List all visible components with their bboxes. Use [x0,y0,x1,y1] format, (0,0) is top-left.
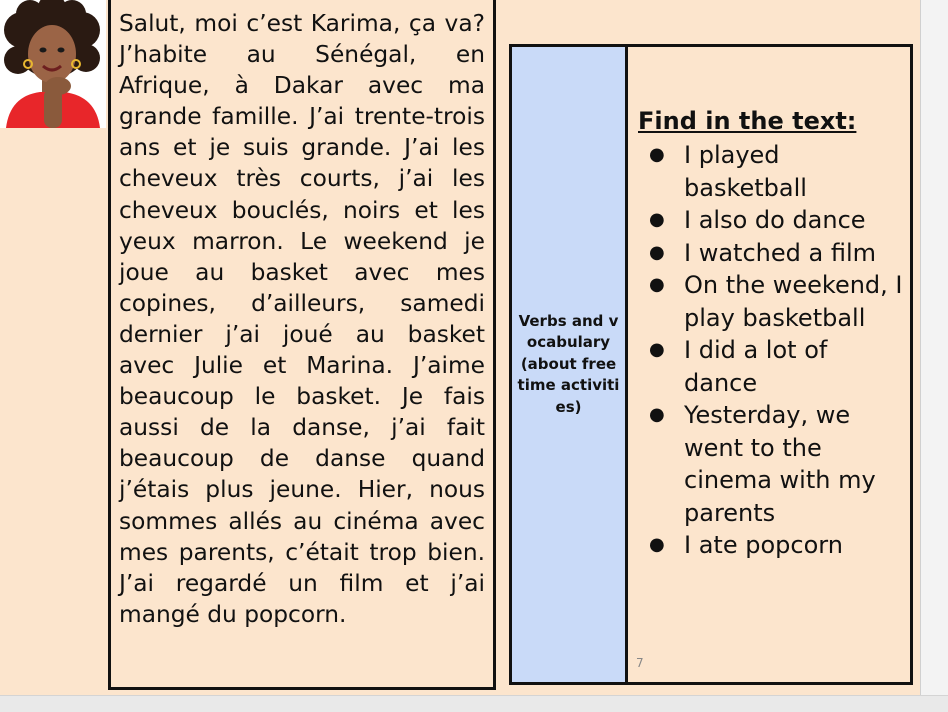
vocabulary-label: Verbs and vocabulary (about free time activities) [517,311,620,416]
bullet-icon: ● [649,274,665,295]
list-item: ● I also do dance [638,204,904,237]
bullet-icon: ● [649,339,665,360]
scrollbar-track[interactable] [920,0,948,711]
vocabulary-label-cell [512,47,628,682]
list-item: ● I watched a film [638,237,904,270]
story-paragraph: Salut, moi c’est Karima, ça va? J’habite au Sénégal, en Afrique, à Dakar avec ma grande famille. J’ai trente-trois ans et je suis grande. J’ai les cheveux très courts, j’ai les cheveux bouclés, noirs et les yeux marron. Le weekend je joue au basket avec mes copines, d’ailleurs, samedi dernier j’ai joué au basket avec Julie et Marina. J’aime beaucoup le basket. Je fais aussi de la danse, j’ai fait beaucoup de danse quand j’étais plus jeune. Hier, nous sommes allés au cinéma avec mes parents, c’était trop bien. J’ai regardé un film et j’ai mangé du popcorn. [119,10,485,628]
list-item: ● On the weekend, I play basketball [649,271,903,332]
story-text-box [108,0,496,690]
find-in-text-cell [628,47,910,682]
list-item: ● I ate popcorn [638,529,904,562]
bullet-icon: ● [649,404,665,425]
bullet-icon: ● [649,144,665,165]
find-title: Find in the text: [638,107,857,135]
woman-avatar-icon [0,0,106,128]
task-table [509,44,913,685]
bullet-icon: ● [649,241,665,263]
list-item: ● Yesterday, we went to the cinema with my parents [649,401,876,527]
page-number: 7 [636,656,644,670]
bottom-bar [0,695,948,712]
list-item: ● I did a lot of dance [649,336,828,397]
bullet-icon: ● [649,534,665,555]
list-item: ● I played basketball [649,141,807,202]
bullet-icon: ● [649,209,665,230]
find-list [638,139,904,562]
